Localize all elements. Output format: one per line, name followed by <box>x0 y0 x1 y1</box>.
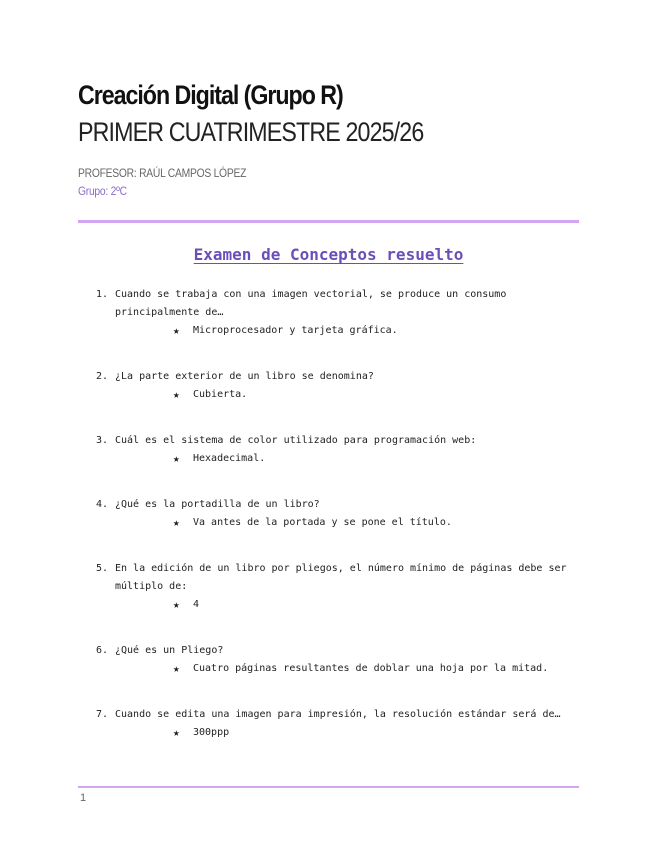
header-divider <box>78 220 579 223</box>
star-icon: ★ <box>173 452 180 465</box>
course-title: Creación Digital (Grupo R) <box>78 80 343 110</box>
exam-title: Examen de Conceptos resuelto <box>193 245 464 264</box>
question-text: Cuando se edita una imagen para impresión, la resolución estándar será de… <box>115 709 561 720</box>
question-item <box>96 286 578 340</box>
question-number: 2. <box>96 371 109 382</box>
question-number: 3. <box>96 435 109 446</box>
question-body <box>115 432 578 468</box>
question-number: 4. <box>96 499 109 510</box>
question-number: 7. <box>96 709 109 720</box>
star-icon: ★ <box>173 324 180 337</box>
star-icon: ★ <box>173 726 180 739</box>
answer-row <box>173 660 578 678</box>
question-item <box>96 560 578 614</box>
answer-row <box>173 322 578 340</box>
question-item <box>96 642 578 678</box>
answer-text: Microprocesador y tarjeta gráfica. <box>193 325 398 336</box>
answer-row <box>173 450 578 468</box>
answer-text: Cuatro páginas resultantes de doblar una hoja por la mitad. <box>193 663 549 674</box>
question-body <box>115 368 578 404</box>
question-body <box>115 286 578 340</box>
group-label: Grupo: 2ºC <box>78 184 127 198</box>
question-number: 5. <box>96 563 109 574</box>
question-item <box>96 368 578 404</box>
page-number: 1 <box>80 792 87 804</box>
footer-divider <box>78 786 579 788</box>
star-icon: ★ <box>173 662 180 675</box>
term-subtitle: PRIMER CUATRIMESTRE 2025/26 <box>78 117 424 147</box>
question-item <box>96 496 578 532</box>
answer-row <box>173 514 578 532</box>
answer-row <box>173 386 578 404</box>
teacher-name: PROFESOR: RAÚL CAMPOS LÓPEZ <box>78 166 247 180</box>
answer-text: 300ppp <box>193 727 230 738</box>
answer-text: Va antes de la portada y se pone el título. <box>193 517 452 528</box>
star-icon: ★ <box>173 598 180 611</box>
question-text: Cuando se trabaja con una imagen vectorial, se produce un consumo principalmente de… <box>115 289 507 318</box>
question-text: ¿Qué es la portadilla de un libro? <box>115 499 320 510</box>
answer-text: Hexadecimal. <box>193 453 266 464</box>
question-number: 6. <box>96 645 109 656</box>
question-body <box>115 496 578 532</box>
answer-text: 4 <box>193 599 200 610</box>
question-text: Cuál es el sistema de color utilizado para programación web: <box>115 435 477 446</box>
answer-row <box>173 724 578 742</box>
star-icon: ★ <box>173 388 180 401</box>
question-item <box>96 706 578 742</box>
question-body <box>115 706 578 742</box>
question-text: ¿Qué es un Pliego? <box>115 645 224 656</box>
question-list <box>96 286 578 770</box>
star-icon: ★ <box>173 516 180 529</box>
answer-text: Cubierta. <box>193 389 248 400</box>
question-text: ¿La parte exterior de un libro se denomina? <box>115 371 374 382</box>
question-number: 1. <box>96 289 109 300</box>
question-text: En la edición de un libro por pliegos, el número mínimo de páginas debe ser múltiplo de: <box>115 563 567 592</box>
question-body <box>115 642 578 678</box>
question-item <box>96 432 578 468</box>
question-body <box>115 560 578 614</box>
answer-row <box>173 596 578 614</box>
